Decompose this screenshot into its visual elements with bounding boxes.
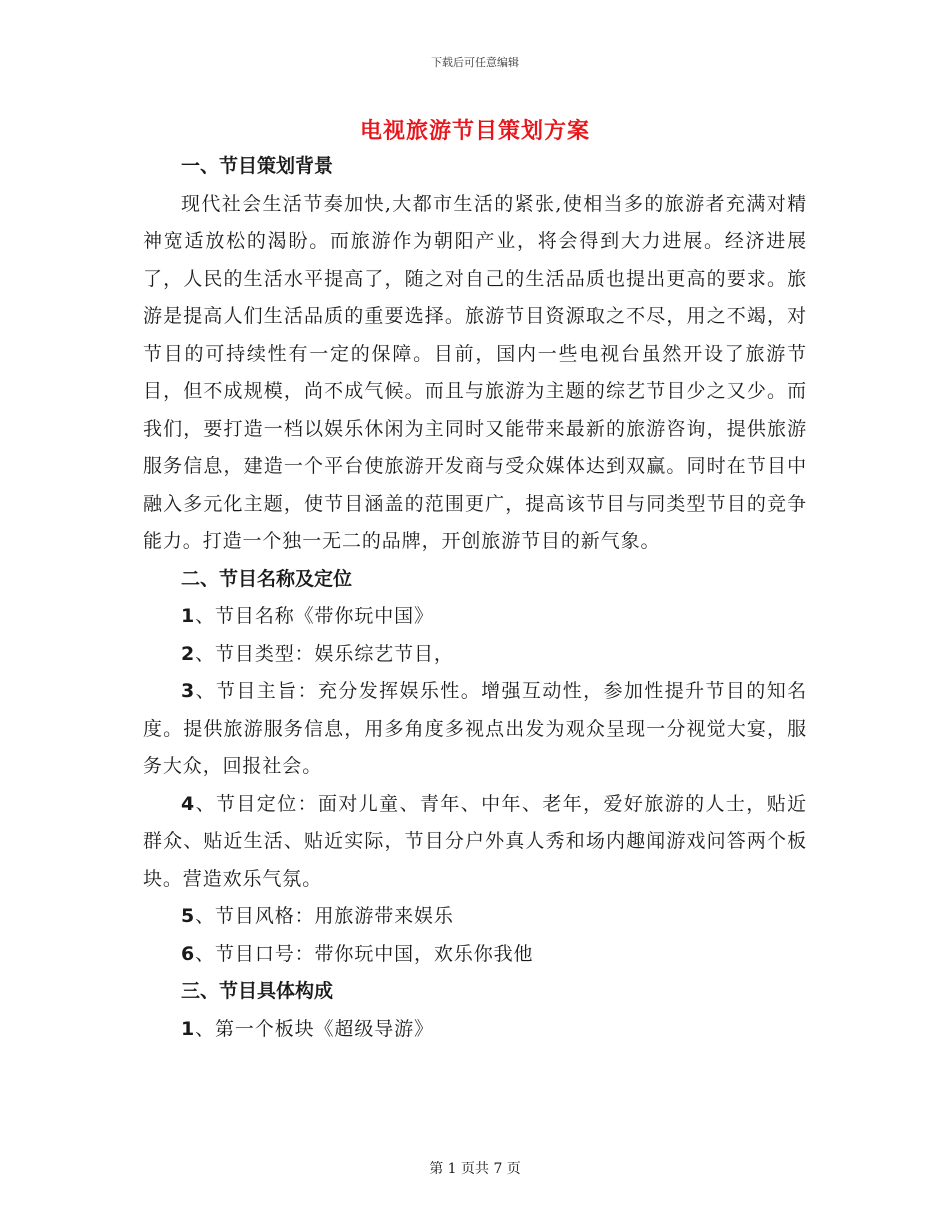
item-text: 、节目主旨：充分发挥娱乐性。增强互动性，参加性提升节目的知名度。提供旅游服务信息，用多角度多视点出发为观众呈现一分视觉大宴，服务大众，回报社会。 — [143, 680, 807, 777]
list-item — [143, 786, 807, 899]
item-text: 、节目风格：用旅游带来娱乐 — [195, 905, 454, 927]
item-number: 1 — [181, 605, 196, 627]
item-number: 6 — [181, 942, 196, 965]
section-heading-structure: 三、节目具体构成 — [181, 980, 334, 1002]
section-body-background: 现代社会生活节奏加快,大都市生活的紧张,使相当多的旅游者充满对精神宽适放松的渴盼。而旅游作为朝阳产业，将会得到大力进展。经济进展了，人民的生活水平提高了，随之对自己的生活品质也提出更高的要求。旅游是提高人们生活品质的重要选择。旅游节目资源取之不尽，用之不竭，对节目的可持续性有一定的保障。目前，国内一些电视台虽然开设了旅游节目，但不成规模，尚不成气候。而且与旅游为主题的综艺节目少之又少。而我们，要打造一档以娱乐休闲为主同时又能带来最新的旅游咨询，提供旅游服务信息，建造一个平台使旅游开发商与受众媒体达到双赢。同时在节目中融入多元化主题，使节目涵盖的范围更广，提高该节目与同类型节目的竞争能力。打造一个独一无二的品牌，开创旅游节目的新气象。 — [143, 192, 807, 552]
list-item — [143, 1011, 807, 1049]
section-heading-background: 一、节目策划背景 — [181, 155, 334, 177]
item-text: 、第一个板块《超级导游》 — [195, 1017, 434, 1040]
list-item — [143, 598, 807, 636]
document-body — [143, 148, 807, 1048]
item-number: 5 — [181, 905, 196, 927]
header-note: 下载后可任意编辑 — [431, 56, 519, 69]
document-title: 电视旅游节目策划方案 — [359, 119, 590, 144]
item-text: 、节目类型：娱乐综艺节目， — [195, 642, 454, 665]
item-number: 4 — [181, 792, 196, 815]
list-item — [143, 936, 807, 974]
item-text: 、节目口号：带你玩中国，欢乐你我他 — [195, 942, 534, 965]
list-item — [143, 898, 807, 936]
list-item — [143, 673, 807, 786]
page-footer: 第 1 页共 7 页 — [429, 1161, 521, 1177]
item-number: 2 — [181, 642, 196, 665]
item-number: 3 — [181, 680, 196, 702]
item-text: 、节目名称《带你玩中国》 — [195, 605, 434, 627]
item-number: 1 — [181, 1017, 196, 1040]
item-text: 、节目定位：面对儿童、青年、中年、老年，爱好旅游的人士，贴近群众、贴近生活、贴近实际，节目分户外真人秀和场内趣闻游戏问答两个板块。营造欢乐气氛。 — [143, 792, 807, 890]
list-item — [143, 636, 807, 674]
section-heading-name-positioning: 二、节目名称及定位 — [181, 567, 353, 590]
